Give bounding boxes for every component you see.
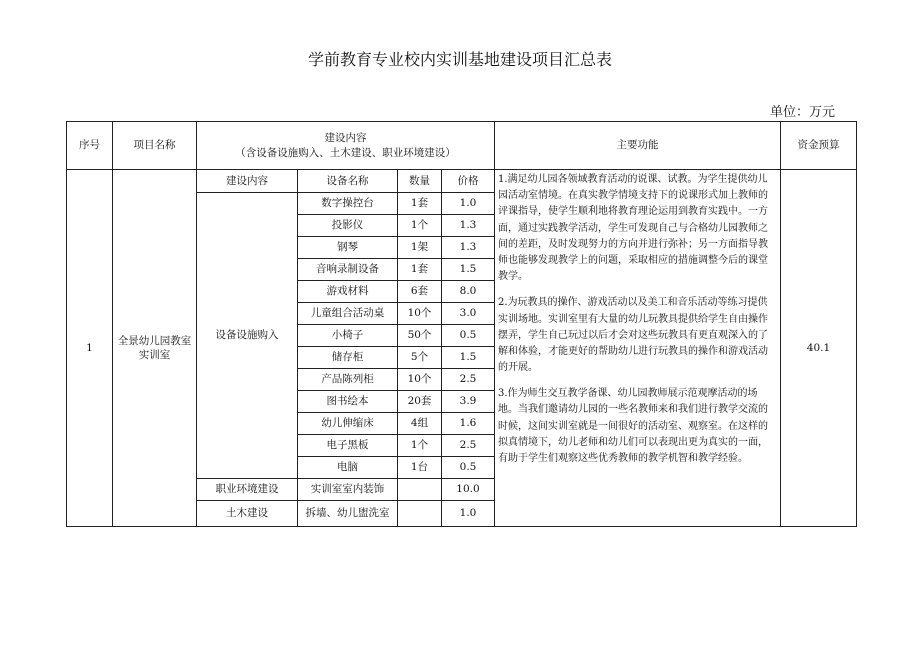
header-budget: 资金预算: [781, 122, 857, 170]
item-name: 音响录制设备: [298, 259, 398, 281]
function-paragraph: 1.满足幼儿园各领域教育活动的说课、试教。为学生提供幼儿园活动室情境。在真实教学情境支持下的说课形式加上教师的评课指导，使学生顺利地将教育理论运用到教育实践中。一方面，通过实践教学活动，学生可发现自己与合格幼儿园教师之间的差距，及时发现努力的方向并进行弥补；另一方面指导教师也能够发现教学上的问题，采取相应的措施调整今后的课堂教学。: [498, 174, 768, 283]
item-name: 拆墙、幼儿盥洗室: [298, 501, 398, 527]
header-content-line2: （含设备设施购入、土木建设、职业环境建设）: [235, 146, 456, 159]
item-price: 2.5: [442, 435, 495, 457]
item-name: 幼儿伸缩床: [298, 413, 398, 435]
item-price: 1.0: [442, 501, 495, 527]
item-qty: 10个: [398, 369, 442, 391]
header-function: 主要功能: [495, 122, 781, 170]
item-qty: 5个: [398, 347, 442, 369]
item-qty: 6套: [398, 281, 442, 303]
item-name: 小椅子: [298, 325, 398, 347]
item-qty: 50个: [398, 325, 442, 347]
row-seq: 1: [67, 170, 113, 527]
subheader-row: [67, 170, 857, 193]
subheader-price: 价格: [442, 170, 495, 193]
item-qty: 1架: [398, 237, 442, 259]
item-name: 产品陈列柜: [298, 369, 398, 391]
item-qty: 1个: [398, 215, 442, 237]
item-price: 3.9: [442, 391, 495, 413]
item-name: 数字操控台: [298, 193, 398, 215]
item-price: 1.3: [442, 237, 495, 259]
function-paragraph: 2.为玩教具的操作、游戏活动以及美工和音乐活动等练习提供实训场地。实训室里有大量的幼儿玩教具提供给学生自由操作摆弄，学生自己玩过以后才会对这些玩教具有更直观深入的了解和体验，才能更好的帮助幼儿进行玩教具的操作和游戏活动的开展。: [498, 297, 768, 374]
item-name: 投影仪: [298, 215, 398, 237]
item-qty: [398, 479, 442, 501]
item-price: 10.0: [442, 479, 495, 501]
item-qty: 1套: [398, 193, 442, 215]
item-price: 2.5: [442, 369, 495, 391]
header-project: 项目名称: [113, 122, 197, 170]
item-price: 1.5: [442, 259, 495, 281]
item-name: 电子黑板: [298, 435, 398, 457]
item-qty: 1个: [398, 435, 442, 457]
item-name: 游戏材料: [298, 281, 398, 303]
item-price: 0.5: [442, 325, 495, 347]
subheader-device: 设备名称: [298, 170, 398, 193]
item-price: 1.6: [442, 413, 495, 435]
subheader-qty: 数量: [398, 170, 442, 193]
item-price: 0.5: [442, 457, 495, 479]
item-qty: 20套: [398, 391, 442, 413]
item-price: 1.5: [442, 347, 495, 369]
item-name: 钢琴: [298, 237, 398, 259]
item-name: 儿童组合活动桌: [298, 303, 398, 325]
item-name: 电脑: [298, 457, 398, 479]
item-name: 实训室室内装饰: [298, 479, 398, 501]
item-qty: 10个: [398, 303, 442, 325]
item-qty: [398, 501, 442, 527]
group-civil: 土木建设: [197, 501, 298, 527]
item-qty: 1套: [398, 259, 442, 281]
item-price: 1.3: [442, 215, 495, 237]
item-qty: 4组: [398, 413, 442, 435]
item-name: 图书绘本: [298, 391, 398, 413]
page-title: 学前教育专业校内实训基地建设项目汇总表: [307, 50, 612, 69]
group-environment: 职业环境建设: [197, 479, 298, 501]
item-name: 储存柜: [298, 347, 398, 369]
item-price: 3.0: [442, 303, 495, 325]
function-paragraph: 3.作为师生交互教学备课、幼儿园教师展示范观摩活动的场地。当我们邀请幼儿园的一些名教师来和我们进行教学交流的时候，这间实训室就是一间很好的活动室、观察室。在这样的拟真情境下，幼儿老师和幼儿们可以表现出更为真实的一面，有助于学生们观察这些优秀教师的教学机智和教学经验。: [498, 388, 768, 464]
summary-table: [66, 121, 857, 527]
header-seq: 序号: [67, 122, 113, 170]
row-project: 全景幼儿园教室实训室: [113, 170, 197, 527]
item-price: 8.0: [442, 281, 495, 303]
row-budget: 40.1: [781, 170, 857, 527]
header-row: [67, 122, 857, 170]
unit-label: 单位：万元: [769, 105, 835, 120]
function-cell: [495, 170, 781, 527]
subheader-content: 建设内容: [197, 170, 298, 193]
item-qty: 1台: [398, 457, 442, 479]
header-content-line1: 建设内容: [324, 132, 367, 145]
header-content: [197, 122, 495, 170]
group-equipment: 设备设施购入: [197, 193, 298, 479]
item-price: 1.0: [442, 193, 495, 215]
